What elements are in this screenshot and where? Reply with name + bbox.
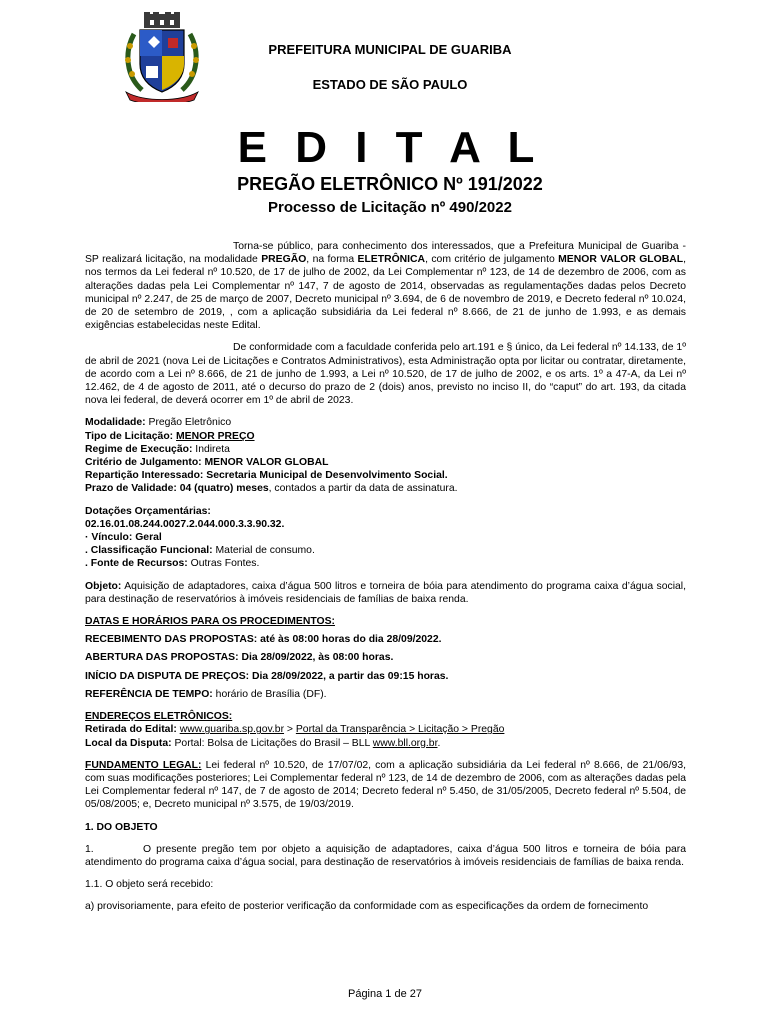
pregao-number: PREGÃO ELETRÔNICO Nº 191/2022 (237, 174, 543, 194)
item-text: O presente pregão tem por objeto a aquisição de adaptadores, caixa d’água 500 litros e torneira de bóia para atendimento do programa caixa d’água social, para destinação de reservatórios à imóveis residenciais de famílias de baixa renda. (85, 843, 686, 868)
info-block (85, 416, 686, 495)
objeto-text: Aquisição de adaptadores, caixa d’água 500 litros e torneira de bóia para atendimento do programa caixa d’água social, para destinação de reservatórios à imóveis residenciais de famílias de baixa renda. (85, 580, 686, 605)
modalidade-label: Modalidade: (85, 417, 146, 429)
intro-text: Torna-se público, para conhecimento dos interessados, que a Prefeitura Municipal de Guariba - SP realizará licitação, na modalidade (85, 241, 686, 266)
section-1-1-a: a) provisoriamente, para efeito de posterior verificação da conformidade com as especificações da ordem de fornecimento (85, 901, 649, 913)
dotacoes-block (85, 505, 686, 571)
page-number: Página 1 de 27 (347, 988, 422, 1000)
local-label: Local da Disputa: (85, 737, 172, 749)
processo-number: Processo de Licitação nº 490/2022 (268, 199, 512, 216)
inicio-line: INÍCIO DA DISPUTA DE PREÇOS: Dia 28/09/2022, a partir das 09:15 horas. (85, 670, 449, 682)
fundamento-label: FUNDAMENTO LEGAL: (85, 759, 202, 771)
fonte-value: Outras Fontes. (187, 558, 260, 570)
intro-text: , com critério de julgamento (425, 254, 559, 266)
prazo-value: , contados a partir da data de assinatura. (268, 483, 458, 495)
enderecos-title: ENDEREÇOS ELETRÔNICOS: (85, 711, 233, 723)
intro-bold-forma: ELETRÔNICA (357, 254, 426, 266)
reparticao-line: Repartição Interessado: Secretaria Municipal de Desenvolvimento Social. (85, 470, 448, 482)
intro-paragraph-2: De conformidade com a faculdade conferida pelo art.191 e § único, da Lei federal nº 14.133, de 1º de abril de 2021 (nova Lei de Licitações e Contratos Administrativos), esta Administração opta por licitar ou contratar, diretamente, de acordo com a Lei nº 8.666, de 21 de junho de 1.993, a Lei nº 10.520, de 17 de julho de 2002, e os arts. 1º a 47-A, da Lei nº 12.462, de 4 de agosto de 2011, até o decurso do prazo de 2 (dois) anos, previsto no inciso II, do “caput” do art. 193, da citada nova lei federal, de deverá ocorrer em 1º de abril de 2023. (85, 342, 686, 407)
dotacoes-vinculo: · Vínculo: Geral (85, 532, 162, 544)
fonte-label: . Fonte de Recursos: (85, 558, 188, 570)
intro-text: , nos termos da Lei federal nº 10.520, de 17 de julho de 2002, da Lei Complementar nº 123, de 14 de dezembro de 2006, com as alterações dadas pela Lei Complementar nº 147, 7 de agosto de 2014, observadas as regulamentações dadas pelos Decreto municipal nº 2.247, de 25 de março de 2007, Decreto municipal nº 3.694, de 6 de novembro de 2019, e Decreto federal nº 10.024, de 20 de setembro de 2019, , com a aplicação subsidiária da Lei federal nº 8.666, de 21 de junho de 1.993, e as demais exigências estabelecidas neste Edital. (85, 254, 686, 332)
criterio-line: Critério de Julgamento: MENOR VALOR GLOBAL (85, 457, 329, 469)
section-1-item (85, 843, 686, 869)
intro-bold-criterio: MENOR VALOR GLOBAL (558, 254, 684, 266)
referencia-label: REFERÊNCIA DE TEMPO: (85, 688, 213, 700)
item-number: 1. (85, 843, 94, 855)
fundamento-text: Lei federal nº 10.520, de 17/07/02, com a aplicação subsidiária da Lei federal nº 8.666, de 21/06/93, com suas modificações posteriores; Lei Complementar federal nº 123, de 14 de dezembro de 2006, com as alterações dadas pela Lei Complementar federal nº 147, de 7 de agosto de 2014; Decreto federal nº 5.450, de 31/05/2005, Decreto federal nº 5.504, de 05/08/2005; e, Decreto municipal nº 3.575, de 19/03/2019. (85, 759, 686, 811)
state-name: ESTADO DE SÃO PAULO (312, 77, 468, 92)
referencia-value: horário de Brasília (DF). (212, 688, 327, 700)
regime-value: Indireta (192, 443, 230, 455)
regime-label: Regime de Execução: (85, 443, 193, 455)
enderecos-block: ENDEREÇOS ELETRÔNICOS: Retirada do Edital: www.guariba.sp.gov.br > Portal da Transparência > Licitação > Pregão Local da Disputa: Portal: Bolsa de Licitações do Brasil – BLL www.bll.org.br. (85, 710, 686, 750)
guariba-coat-of-arms-icon (120, 12, 204, 102)
guariba-site-link[interactable]: www.guariba.sp.gov.br (179, 724, 285, 736)
transparency-portal-path-link[interactable]: Portal da Transparência > Licitação > Pregão (295, 724, 505, 736)
datas-block (85, 615, 686, 701)
intro-text: , na forma (306, 254, 358, 266)
section-1-title: 1. DO OBJETO (85, 821, 158, 833)
abertura-line: ABERTURA DAS PROPOSTAS: Dia 28/09/2022, às 08:00 horas. (85, 652, 394, 664)
document-title: E D I T A L (237, 123, 543, 172)
modalidade-value: Pregão Eletrônico (145, 417, 232, 429)
objeto-paragraph (85, 580, 686, 606)
objeto-label: Objeto: (85, 580, 122, 592)
tipo-label: Tipo de Licitação: (85, 430, 177, 442)
intro-paragraph-1 (85, 240, 686, 332)
retirada-label: Retirada do Edital: (85, 724, 177, 736)
dotacoes-title: Dotações Orçamentárias: (85, 505, 211, 517)
classificacao-label: . Classificação Funcional: (85, 545, 213, 557)
bll-site-link[interactable]: www.bll.org.br (372, 737, 438, 749)
document-body (85, 240, 686, 914)
recebimento-line: RECEBIMENTO DAS PROPOSTAS: até às 08:00 horas do dia 28/09/2022. (85, 634, 442, 646)
fundamento-paragraph (85, 759, 686, 812)
section-1-1: 1.1. O objeto será recebido: (85, 879, 214, 891)
intro-bold-modalidade: PREGÃO (261, 254, 307, 266)
tipo-value: MENOR PREÇO (176, 430, 255, 442)
local-text: Portal: Bolsa de Licitações do Brasil – BLL (171, 737, 373, 749)
prazo-label: Prazo de Validade: 04 (quatro) meses (85, 483, 269, 495)
classificacao-value: Material de consumo. (212, 545, 315, 557)
dotacoes-code: 02.16.01.08.244.0027.2.044.000.3.3.90.32. (85, 518, 285, 530)
datas-title: DATAS E HORÁRIOS PARA OS PROCEDIMENTOS: (85, 616, 335, 628)
organization-name: PREFEITURA MUNICIPAL DE GUARIBA (268, 42, 512, 57)
